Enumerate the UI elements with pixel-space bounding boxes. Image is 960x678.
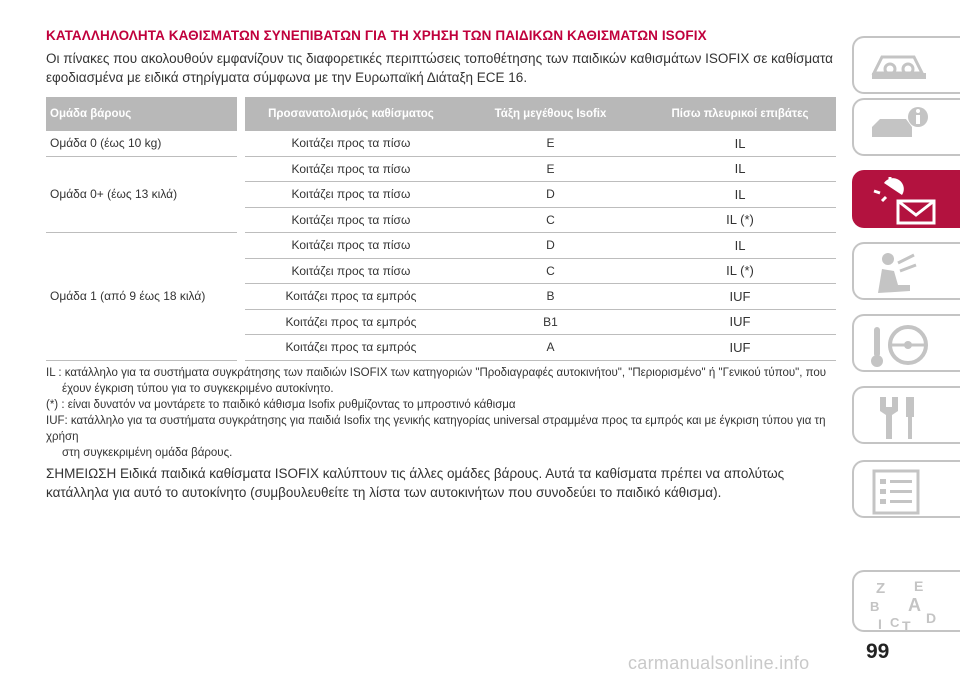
orientation-cell: Κοιτάζει προς τα πίσω [245, 182, 457, 208]
intro-paragraph: Οι πίνακες που ακολουθούν εμφανίζουν τις διαφορετικές περιπτώσεις τοποθέτησης των παιδικών καθισμάτων ISOFIX σε καθίσματα εφοδιασμένα με ειδικά στηρίγματα σύμφωνα με την Ευρωπαϊκή Διάταξη ECE 16. [46, 51, 833, 85]
airbag-seat-icon [868, 249, 932, 297]
table-row [46, 156, 836, 182]
footnote-iuf-continued: στη συγκεκριμένη ομάδα βάρους. [62, 446, 233, 459]
header-rear-passengers: Πίσω πλευρικοί επιβάτες [644, 97, 836, 131]
alphabetical-index-icon [868, 577, 948, 633]
size-class-cell: D [457, 182, 644, 208]
index-letter: B [870, 599, 880, 614]
page-number: 99 [866, 640, 890, 663]
index-letter: D [926, 610, 937, 626]
size-class-cell: C [457, 207, 644, 233]
header-size-class: Τάξη μεγέθους Isofix [457, 97, 644, 131]
table-row [46, 233, 836, 259]
car-dashboard-icon [868, 43, 932, 87]
group-label: Ομάδα 1 (από 9 έως 18 κιλά) [46, 233, 237, 361]
rear-passenger-cell: IL (*) [644, 207, 836, 233]
index-letter: E [914, 578, 924, 594]
orientation-cell: Κοιτάζει προς τα πίσω [245, 258, 457, 284]
footnotes [46, 365, 836, 461]
rear-passenger-cell: IUF [644, 284, 836, 310]
sidebar-tab-driving[interactable] [852, 314, 960, 372]
orientation-cell: Κοιτάζει προς τα πίσω [245, 156, 457, 182]
orientation-cell: Κοιτάζει προς τα εμπρός [245, 284, 457, 310]
group-label: Ομάδα 0+ (έως 13 κιλά) [46, 156, 237, 233]
orientation-cell: Κοιτάζει προς τα εμπρός [245, 335, 457, 361]
rear-passenger-cell: IUF [644, 309, 836, 335]
rear-passenger-cell: IL [644, 131, 836, 156]
section-title: ΚΑΤΑΛΛΗΛΟΛΗΤΑ ΚΑΘΙΣΜΑΤΩΝ ΣΥΝΕΠΙΒΑΤΩΝ ΓΙΑ ΤΗ ΧΡΗΣΗ ΤΩΝ ΠΑΙΔΙΚΩΝ ΚΑΘΙΣΜΑΤΩΝ ISOFIX [46, 28, 707, 43]
size-class-cell: B [457, 284, 644, 310]
note-paragraph: ΣΗΜΕΙΩΣΗ Ειδικά παιδικά καθίσματα ISOFIX καλύπτουν τις άλλες ομάδες βάρους. Αυτά τα καθίσματα πρέπει να απολύτως κατάλληλα για αυτό το αυτοκίνητο (συμβουλευθείτε τη λίστα των αυτοκινήτων που συνοδεύει το παιδικό κάθισμα). [46, 465, 785, 500]
size-class-cell: E [457, 131, 644, 156]
footnote-star: (*) : είναι δυνατόν να μοντάρετε το παιδικό κάθισμα Isofix ρυθμίζοντας το μπροστινό κάθισμα [46, 398, 516, 411]
footnote-il: IL : κατάλληλο για τα συστήματα συγκράτησης των παιδιών ISOFIX των κατηγοριών "Προδιαγραφές αυτοκινήτου", "Περιορισμένο'' ή "Γενικού τύπου", που [46, 366, 827, 379]
sidebar-tab-info[interactable] [852, 98, 960, 156]
group-label: Ομάδα 0 (έως 10 kg) [46, 131, 237, 156]
content-area [46, 28, 836, 502]
orientation-cell: Κοιτάζει προς τα πίσω [245, 131, 457, 156]
orientation-cell: Κοιτάζει προς τα πίσω [245, 233, 457, 259]
car-info-icon [868, 105, 932, 149]
rear-passenger-cell: IL [644, 182, 836, 208]
sidebar-tab-technical-data[interactable] [852, 460, 960, 518]
rear-passenger-cell: IUF [644, 335, 836, 361]
isofix-table [46, 97, 836, 361]
sidebar-tab-index[interactable] [852, 570, 960, 632]
checklist-document-icon [868, 467, 932, 517]
rear-passenger-cell: IL [644, 233, 836, 259]
index-letter: A [908, 595, 921, 615]
wrench-screwdriver-icon [868, 393, 932, 443]
steering-wheel-key-icon [868, 321, 932, 371]
size-class-cell: B1 [457, 309, 644, 335]
header-gap [237, 97, 245, 131]
header-orientation: Προσανατολισμός καθίσματος [245, 97, 457, 131]
size-class-cell: E [457, 156, 644, 182]
footnote-iuf: IUF: κατάλληλο για τα συστήματα συγκράτησης για παιδιά Isofix της γενικής κατηγορίας universal στραμμένα προς τα εμπρός και με έγκριση τύπου για τη χρήση [46, 414, 826, 443]
rear-passenger-cell: IL (*) [644, 258, 836, 284]
index-letter: I [878, 616, 882, 632]
header-weight-group: Ομάδα βάρους [46, 97, 237, 131]
size-class-cell: A [457, 335, 644, 361]
sidebar-tab-warnings[interactable] [852, 170, 960, 228]
sidebar-tab-maintenance[interactable] [852, 386, 960, 444]
table-row [46, 131, 836, 156]
index-letter: Z [876, 580, 886, 597]
size-class-cell: D [457, 233, 644, 259]
orientation-cell: Κοιτάζει προς τα πίσω [245, 207, 457, 233]
footnote-il-continued: έχουν έγκριση τύπου για το συγκεκριμένο αυτοκίνητο. [62, 382, 334, 395]
sidebar-tab-dashboard[interactable] [852, 36, 960, 94]
rear-passenger-cell: IL [644, 156, 836, 182]
watermark: carmanualsonline.info [628, 653, 810, 673]
warning-light-message-icon [868, 177, 940, 227]
orientation-cell: Κοιτάζει προς τα εμπρός [245, 309, 457, 335]
table-header-row [46, 97, 836, 131]
index-letter: C [890, 615, 900, 630]
size-class-cell: C [457, 258, 644, 284]
sidebar-tab-safety[interactable] [852, 242, 960, 300]
index-letter: T [902, 618, 911, 633]
